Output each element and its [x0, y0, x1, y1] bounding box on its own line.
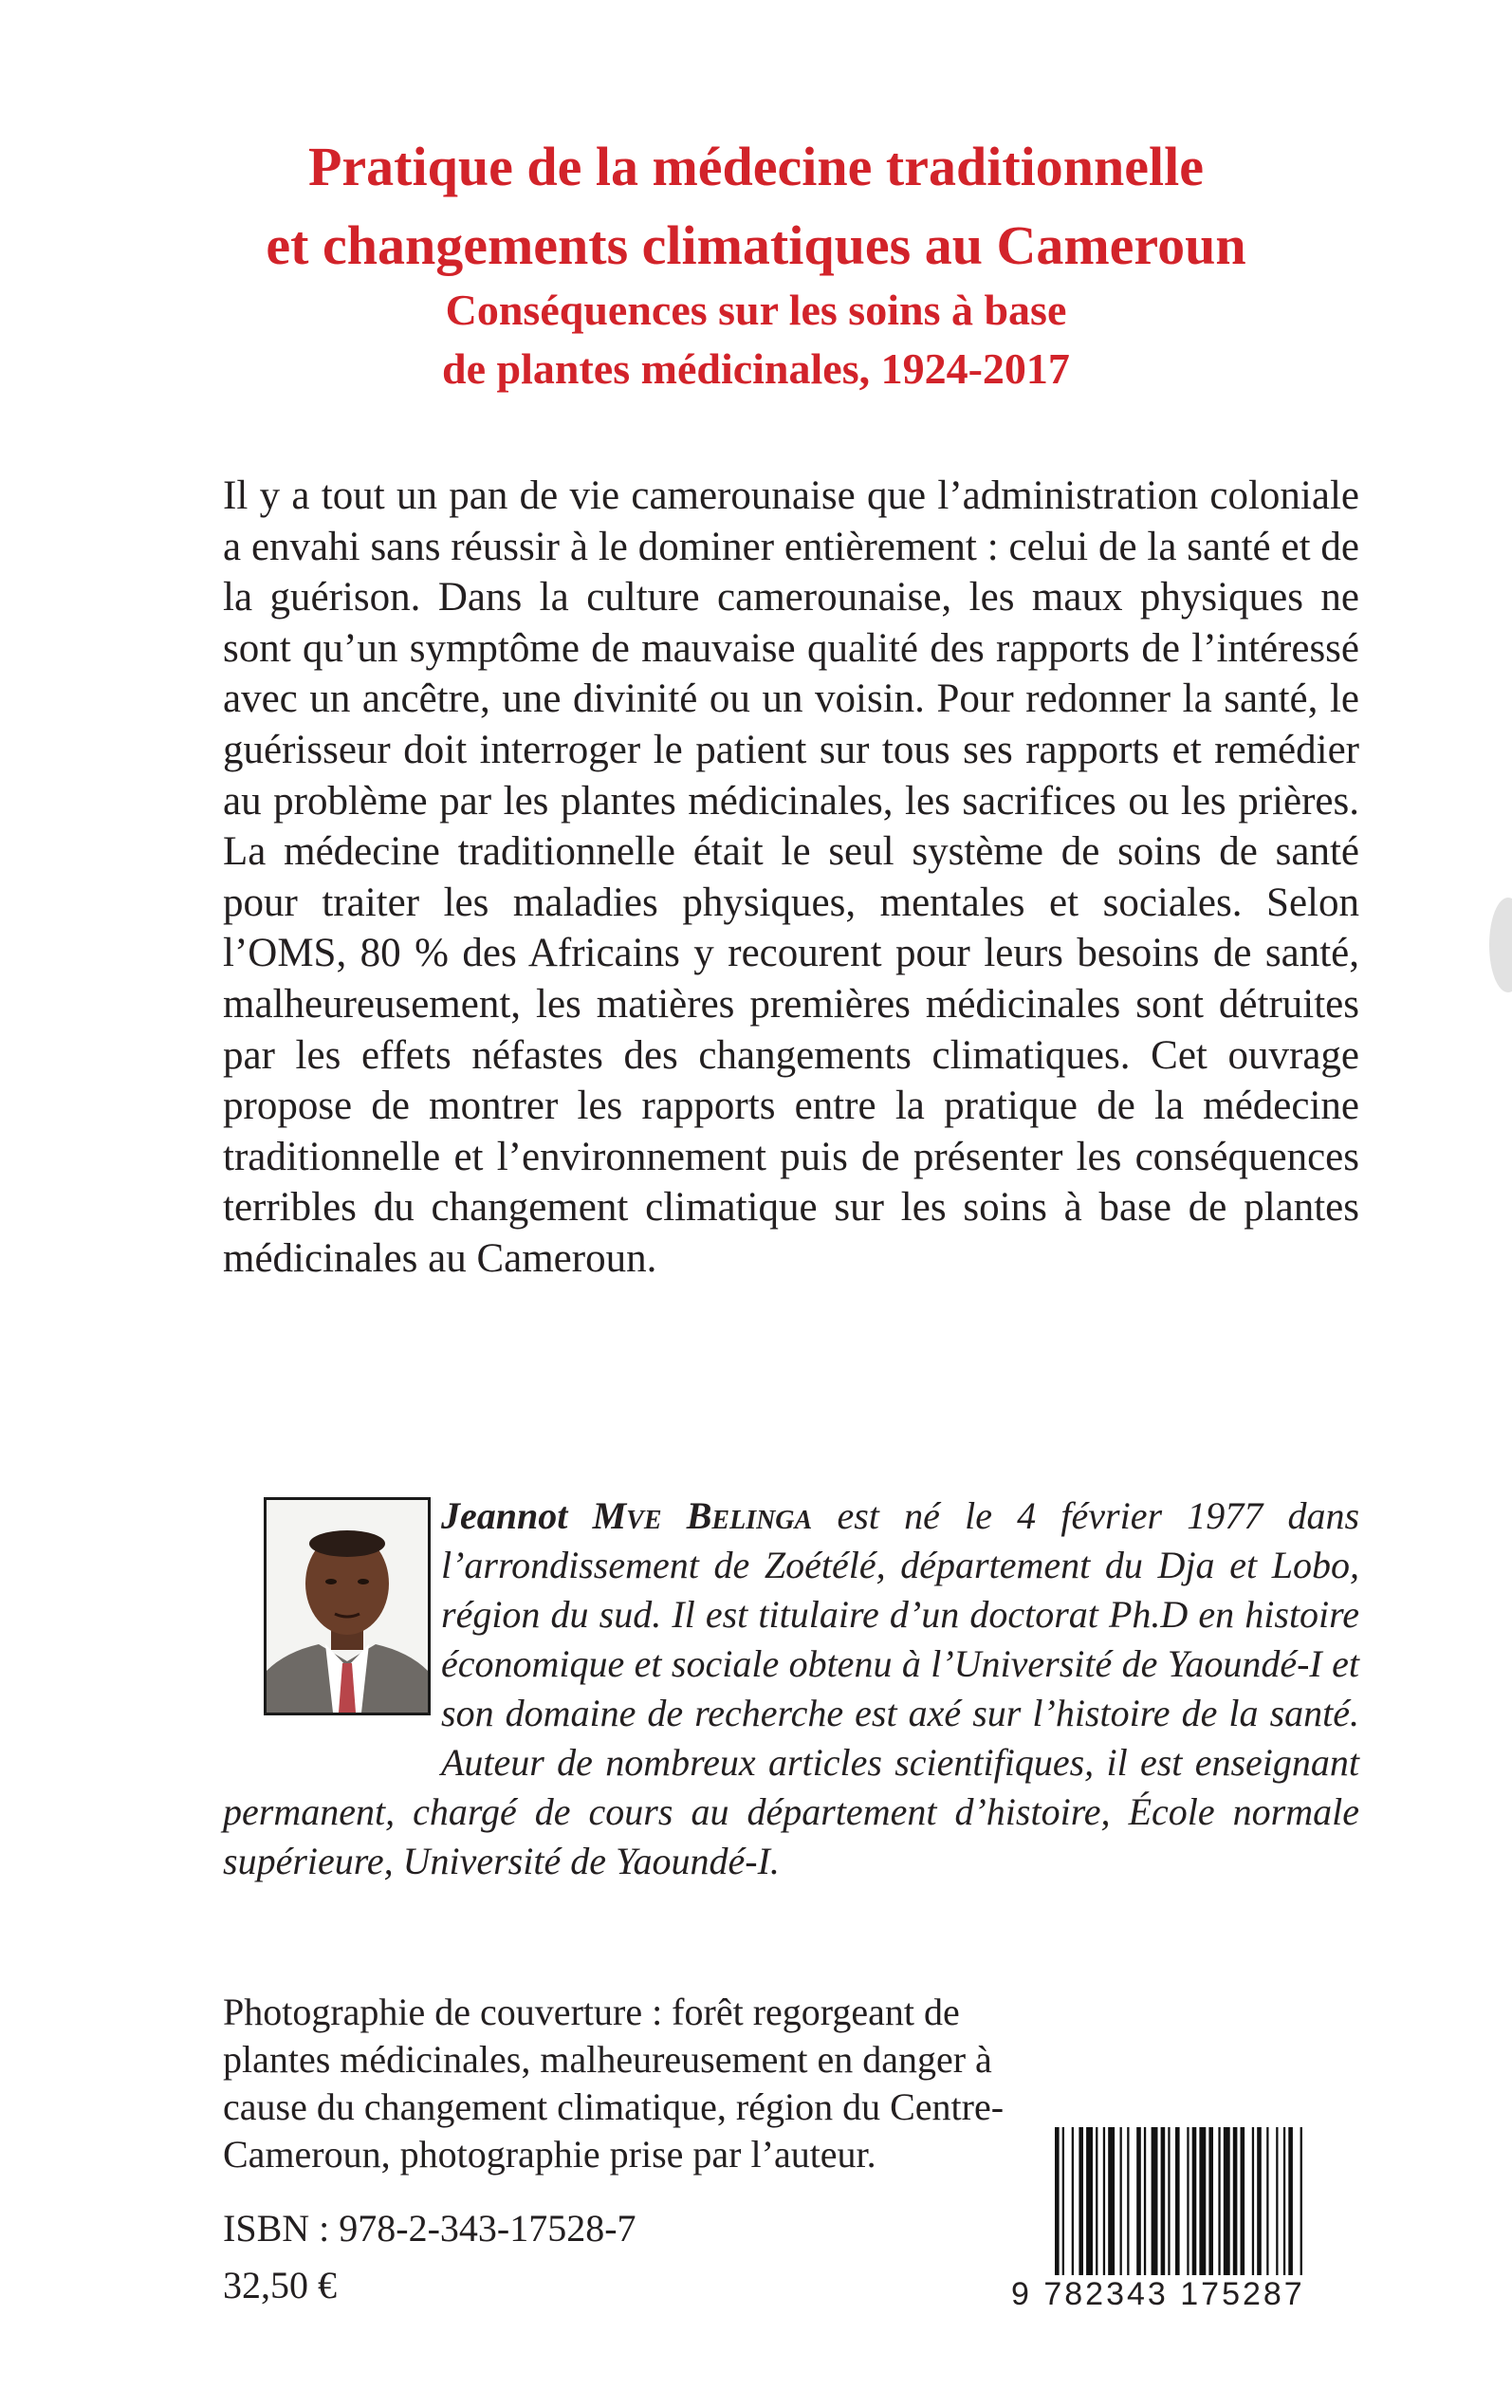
cover-photo-credit: Photographie de couverture : forêt regorgeant de plantes médicinales, malheureusement en danger à cause du changement climatique, région du Centre-Cameroun, photographie prise par l’auteur.	[223, 1991, 1005, 2176]
barcode-bar	[1103, 2127, 1105, 2279]
barcode-bar	[1127, 2127, 1129, 2279]
summary-paragraph: Il y a tout un pan de vie camerounaise que l’administration coloniale a envahi sans réussir à le dominer entièrement : celui de la santé et de la guérison. Dans la culture camerounaise, les maux physiques ne sont qu’un symptôme de mauvaise qualité des rapports de l’intéressé avec un ancêtre, une divinité ou un voisin. Pour redonner la santé, le guérisseur doit interroger le patient sur tous ses rapports et remédier au problème par les plantes médicinales, les sacrifices ou les prières. La médecine traditionnelle était le seul système de soins de santé pour traiter les maladies physiques, mentales et sociales. Selon l’OMS, 80 % des Africains y recourent pour leurs besoins de santé, malheureusement, les matières premières médicinales sont détruites par les effets néfastes des changements climatiques. Cet ouvrage propose de montrer les rapports entre la pratique de la médecine traditionnelle et l’environnement puis de présenter les conséquences terribles du changement climatique sur les soins à base de plantes médicinales au Cameroun.	[223, 473, 1359, 1281]
author-last-name: Mve Belinga	[592, 1494, 813, 1537]
book-subtitle-line-1: Conséquences sur les soins à base	[445, 286, 1067, 334]
barcode-bar	[1161, 2127, 1166, 2279]
barcode-bar	[1252, 2127, 1254, 2279]
book-title-line-1: Pratique de la médecine traditionnelle	[308, 136, 1204, 197]
barcode-bar	[1055, 2127, 1060, 2279]
author-name	[441, 1494, 812, 1537]
barcode-bar	[1208, 2127, 1213, 2279]
barcode-bar	[1168, 2127, 1170, 2279]
barcode-bar	[1136, 2127, 1141, 2279]
book-subtitle-line-2: de plantes médicinales, 1924-2017	[442, 344, 1070, 393]
book-title-line-2: et changements climatiques au Cameroun	[266, 214, 1246, 276]
barcode-digits: 9 782343 175287	[1011, 2275, 1372, 2313]
barcode-bar	[1175, 2127, 1180, 2279]
barcode-bar	[1300, 2127, 1302, 2279]
barcode-bar	[1266, 2127, 1268, 2279]
barcode-bar	[1233, 2127, 1238, 2279]
barcode-bar	[1086, 2127, 1093, 2279]
page-edge-mark	[1489, 898, 1512, 992]
barcode-bar	[1192, 2127, 1197, 2279]
barcode-bar	[1079, 2127, 1083, 2279]
barcode-bar	[1144, 2127, 1146, 2279]
barcode-bar	[1187, 2127, 1189, 2279]
isbn: ISBN : 978-2-343-17528-7	[223, 2207, 636, 2250]
barcode-bar	[1218, 2127, 1220, 2279]
barcode-bar	[1152, 2127, 1158, 2279]
barcode-bar	[1096, 2127, 1097, 2279]
author-bio-text: est né le 4 février 1977 dans l’arrondissement de Zoétélé, département du Dja et Lobo, région du sud. Il est titulaire d’un doctorat Ph.D en histoire économique et sociale obtenu à l’Université de Yaoundé-I et son domaine de recherche est axé sur l’histoire de la santé. Auteur de nombreux articles scientifiques, il est enseignant permanent, chargé de cours au département d’histoire, École normale supérieure, Université de Yaoundé-I.	[223, 1494, 1360, 1882]
barcode-bar	[1108, 2127, 1115, 2279]
barcode-bar	[1241, 2127, 1245, 2279]
book-title	[114, 127, 1398, 285]
photo-spacer	[223, 1491, 441, 1776]
barcode-bar	[1276, 2127, 1278, 2279]
author-biography	[223, 1491, 1359, 1886]
price: 32,50 €	[223, 2264, 337, 2306]
book-subtitle	[114, 281, 1398, 398]
barcode-bar	[1257, 2127, 1262, 2279]
barcode-bar	[1288, 2127, 1293, 2279]
barcode-bar	[1062, 2127, 1064, 2279]
barcode-bar	[1072, 2127, 1074, 2279]
barcode-bar	[1199, 2127, 1206, 2279]
barcode-bar	[1224, 2127, 1230, 2279]
barcode-bar	[1120, 2127, 1122, 2279]
author-first-name: Jeannot	[441, 1494, 568, 1537]
barcode-bar	[1283, 2127, 1285, 2279]
